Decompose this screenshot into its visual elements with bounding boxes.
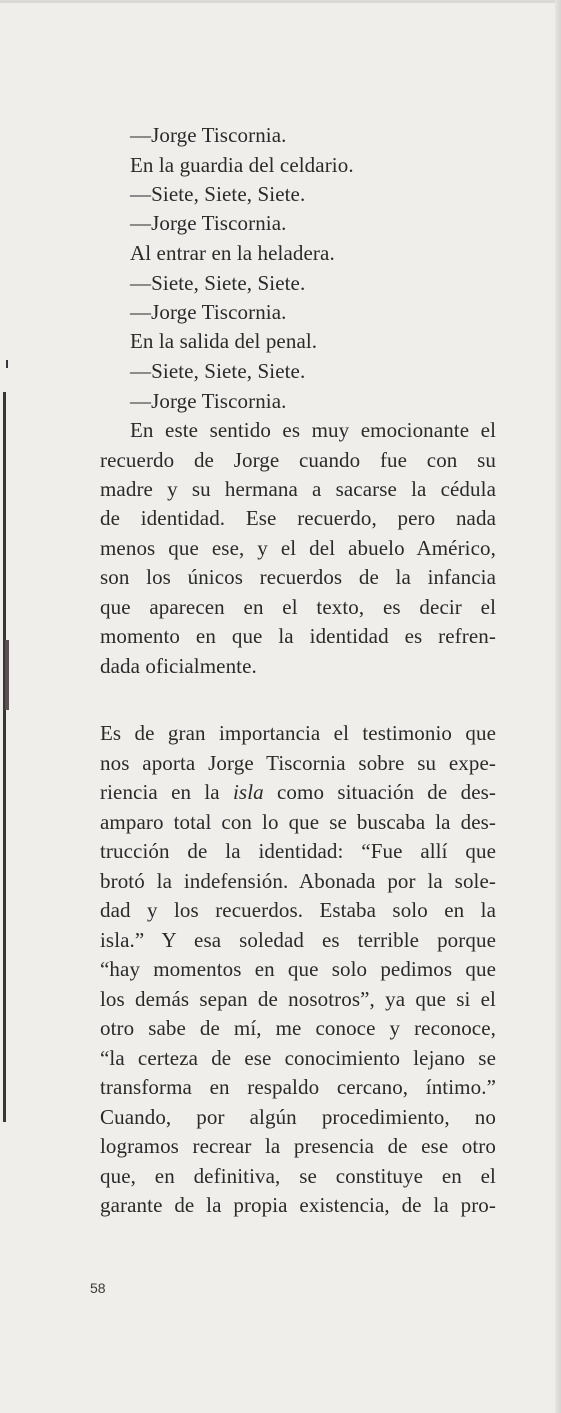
dialogue-line: En la salida del penal.: [130, 329, 318, 353]
paragraph-line: logramos recrear la presencia de ese otro: [100, 1134, 496, 1158]
paragraph-line: recuerdo de Jorge cuando fue con su: [100, 448, 496, 472]
text-run: riencia en la: [100, 780, 233, 804]
paragraph-line: [100, 778, 496, 807]
paragraph-line: En este sentido es muy emocionante el: [130, 418, 496, 442]
paragraph-line: brotó la indefensión. Abonada por la sole-: [100, 869, 496, 893]
paragraph-line: que, en definitiva, se constituye en el: [100, 1164, 496, 1188]
paragraph-line: “la certeza de ese conocimiento lejano se: [100, 1046, 496, 1070]
paragraph-line: dada oficialmente.: [100, 654, 257, 678]
text-run: como situación de des-: [263, 780, 496, 804]
dialogue-line: —Jorge Tiscornia.: [130, 123, 287, 147]
dialogue-line: —Siete, Siete, Siete.: [130, 182, 306, 206]
paragraph-line: otro sabe de mí, me conoce y reconoce,: [100, 1016, 496, 1040]
page-top-edge: [0, 0, 561, 3]
binding-mark: [6, 360, 8, 368]
paragraph-line: momento en que la identidad es refren-: [100, 624, 496, 648]
paragraph-line: nos aporta Jorge Tiscornia sobre su expe-: [100, 751, 496, 775]
paragraph-line: menos que ese, y el del abuelo Américo,: [100, 536, 496, 560]
emphasized-word: isla: [233, 780, 264, 804]
binding-mark: [3, 392, 6, 1122]
paragraph-line: los demás sepan de nosotros”, ya que si el: [100, 987, 496, 1011]
paragraph-line: transforma en respaldo cercano, íntimo.”: [100, 1075, 496, 1099]
paragraph-line: trucción de la identidad: “Fue allí que: [100, 839, 496, 863]
paragraph-line: isla.” Y esa soledad es terrible porque: [100, 928, 496, 952]
page-number: 58: [90, 1280, 106, 1296]
page-right-edge: [555, 0, 561, 1413]
paragraph-line: garante de la propia existencia, de la pro-: [100, 1193, 496, 1217]
paragraph-line: son los únicos recuerdos de la infancia: [100, 565, 496, 589]
dialogue-line: En la guardia del celdario.: [130, 153, 354, 177]
dialogue-line: —Jorge Tiscornia.: [130, 211, 287, 235]
dialogue-line: —Jorge Tiscornia.: [130, 389, 287, 413]
paragraph-line: “hay momentos en que solo pedimos que: [100, 957, 496, 981]
paragraph-line: Es de gran importancia el testimonio que: [100, 721, 496, 745]
dialogue-line: —Jorge Tiscornia.: [130, 300, 287, 324]
dialogue-line: Al entrar en la heladera.: [130, 241, 335, 265]
paragraph-line: Cuando, por algún procedimiento, no: [100, 1105, 496, 1129]
dialogue-line: —Siete, Siete, Siete.: [130, 271, 306, 295]
paragraph-line: de identidad. Ese recuerdo, pero nada: [100, 506, 496, 530]
binding-mark: [5, 640, 9, 710]
paragraph-line: dad y los recuerdos. Estaba solo en la: [100, 898, 496, 922]
paragraph-line: madre y su hermana a sacarse la cédula: [100, 477, 496, 501]
paragraph-line: que aparecen en el texto, es decir el: [100, 595, 496, 619]
paragraph-line: amparo total con lo que se buscaba la des-: [100, 810, 496, 834]
dialogue-line: —Siete, Siete, Siete.: [130, 359, 306, 383]
